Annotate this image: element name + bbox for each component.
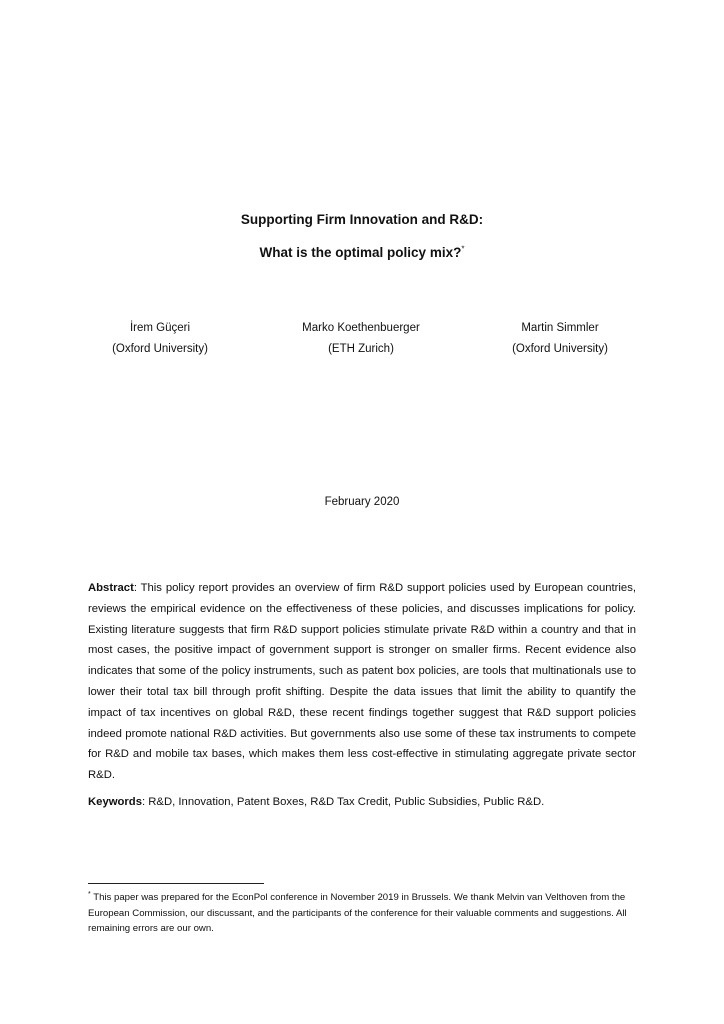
author-affiliation: (Oxford University) <box>112 343 208 355</box>
title-footnote-marker: * <box>461 244 465 254</box>
paper-subtitle: What is the optimal policy mix? <box>259 245 462 260</box>
author-block <box>460 318 660 360</box>
author-affiliation: (ETH Zurich) <box>328 343 394 355</box>
footnote-text: This paper was prepared for the EconPol conference in November 2019 in Brussels. We thank Melvin van Velthoven from the European Commission, our discussant, and the participants of the conference for their valuable comments and suggestions. All remaining errors are our own. <box>88 892 627 935</box>
paper-title-line-2 <box>0 245 724 260</box>
keywords-text: : R&D, Innovation, Patent Boxes, R&D Tax Credit, Public Subsidies, Public R&D. <box>142 796 545 808</box>
author-block <box>261 318 461 360</box>
author-block <box>60 318 260 360</box>
author-name: Marko Koethenbuerger <box>302 322 420 334</box>
abstract-text: : This policy report provides an overview of firm R&D support policies used by European countries, reviews the empirical evidence on the effectiveness of these policies, and discusses implications for policy. Existing literature suggests that firm R&D support policies stimulate private R&D within a country and that in most cases, the positive impact of government support is stronger on smaller firms. Recent evidence also indicates that some of the policy instruments, such as patent box policies, are tools that multinationals use to lower their total tax bill through profit shifting. Despite the data issues that limit the ability to quantify the impact of tax incentives on global R&D, these recent findings together suggest that R&D support policies indeed promote national R&D activities. But governments also use some of these tax instruments to compete for R&D and mobile tax bases, which makes them less cost-effective in stimulating aggregate private sector R&D. <box>88 582 636 782</box>
publication-date: February 2020 <box>324 496 400 508</box>
footnote-marker: * <box>88 890 91 898</box>
author-name: Martin Simmler <box>521 322 599 334</box>
footnote-divider <box>88 883 264 884</box>
keywords-paragraph <box>88 792 636 812</box>
abstract-paragraph <box>88 578 636 786</box>
abstract-label: Abstract <box>88 582 134 594</box>
footnote <box>88 890 628 937</box>
author-name: İrem Güçeri <box>129 322 191 334</box>
paper-title-line-1: Supporting Firm Innovation and R&D: <box>240 212 484 227</box>
keywords-label: Keywords <box>88 796 142 808</box>
author-affiliation: (Oxford University) <box>512 343 608 355</box>
